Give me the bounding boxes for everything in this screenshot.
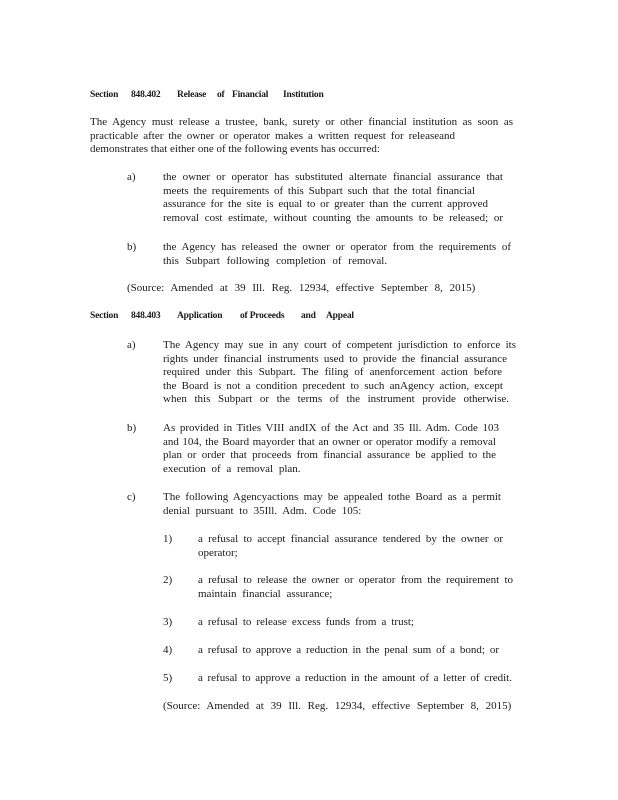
- subitem-label: 1): [163, 533, 173, 545]
- item-402-a: [163, 171, 503, 225]
- text-line: removal cost estimate, without counting the amounts to be released; or: [163, 211, 503, 224]
- text-line: when this Subpart or the terms of the instrument provide otherwise.: [163, 393, 509, 405]
- item-label: a): [127, 339, 136, 351]
- text-line: rights under financial instruments used to provide the financial assurance: [163, 352, 507, 365]
- text-line: the Agency has released the owner or operator from the requirements of: [163, 241, 511, 253]
- section-label: Section: [90, 90, 119, 100]
- heading-word: Application: [177, 311, 223, 321]
- subitem-label: 4): [163, 644, 173, 656]
- subitem-3: [198, 616, 414, 630]
- item-label: b): [127, 241, 137, 253]
- section-number: 848.403: [131, 311, 161, 321]
- source-note: (Source: Amended at 39 Ill. Reg. 12934, effective September 8, 2015): [163, 700, 512, 712]
- text-line: The Agency must release a trustee, bank, surety or other financial institution as soon as: [90, 116, 513, 128]
- text-line: required under this Subpart. The filing of anenforcement action before: [163, 366, 502, 378]
- text-line: The Agency may sue in any court of competent jurisdiction to enforce its: [163, 339, 516, 351]
- text-line: this Subpart following completion of removal.: [163, 254, 388, 267]
- heading-word: Financial: [232, 90, 269, 100]
- item-403-c: [163, 491, 501, 518]
- subitem-4: [198, 644, 499, 658]
- item-402-b: [163, 241, 511, 268]
- text-line: demonstrates that either one of the following events has occurred:: [90, 143, 380, 155]
- item-label: c): [127, 491, 136, 503]
- text-line: the owner or operator has substituted alternate financial assurance that: [163, 171, 503, 183]
- text-line: As provided in Titles VIII andIX of the Act and 35 Ill. Adm. Code 103: [163, 422, 499, 434]
- section-402-intro: [90, 116, 513, 157]
- item-label: a): [127, 171, 136, 183]
- heading-word: Release: [177, 90, 207, 100]
- text-line: meets the requirements of this Subpart such that the total financial: [163, 184, 475, 197]
- section-402-heading: [90, 90, 330, 102]
- text-line: a refusal to accept financial assurance tendered by the owner or: [198, 533, 503, 545]
- text-line: denial pursuant to 35Ill. Adm. Code 105:: [163, 504, 362, 517]
- text-line: a refusal to approve a reduction in the amount of a letter of credit.: [198, 672, 512, 684]
- heading-word: Appeal: [326, 311, 354, 321]
- subitem-label: 5): [163, 672, 173, 684]
- subitem-1: [198, 533, 503, 560]
- heading-word: and: [301, 311, 316, 321]
- text-line: maintain financial assurance;: [198, 587, 333, 600]
- text-line: operator;: [198, 546, 238, 559]
- item-403-a: [163, 339, 516, 407]
- section-label: Section: [90, 311, 119, 321]
- text-line: the Board is not a condition precedent to such anAgency action, except: [163, 379, 503, 392]
- item-403-b: [163, 422, 499, 476]
- text-line: and 104, the Board mayorder that an owner or operator modify a removal: [163, 435, 496, 448]
- item-label: b): [127, 422, 137, 434]
- text-line: The following Agencyactions may be appealed tothe Board as a permit: [163, 491, 501, 503]
- subitem-label: 3): [163, 616, 173, 628]
- section-number: 848.402: [131, 90, 161, 100]
- heading-word: of: [217, 90, 225, 100]
- section-403-heading: [90, 311, 360, 323]
- text-line: practicable after the owner or operator makes a written request for releaseand: [90, 129, 455, 142]
- subitem-2: [198, 574, 513, 601]
- heading-word: Institution: [283, 90, 324, 100]
- heading-word: of Proceeds: [240, 311, 285, 321]
- text-line: execution of a removal plan.: [163, 462, 301, 475]
- text-line: assurance for the site is equal to or greater than the current approved: [163, 198, 488, 210]
- text-line: a refusal to release the owner or operator from the requirement to: [198, 574, 513, 586]
- text-line: plan or order that proceeds from financial assurance be applied to the: [163, 449, 496, 461]
- source-note: (Source: Amended at 39 Ill. Reg. 12934, effective September 8, 2015): [127, 282, 476, 294]
- text-line: a refusal to release excess funds from a trust;: [198, 616, 414, 628]
- text-line: a refusal to approve a reduction in the penal sum of a bond; or: [198, 644, 499, 656]
- subitem-5: [198, 672, 512, 686]
- subitem-label: 2): [163, 574, 173, 586]
